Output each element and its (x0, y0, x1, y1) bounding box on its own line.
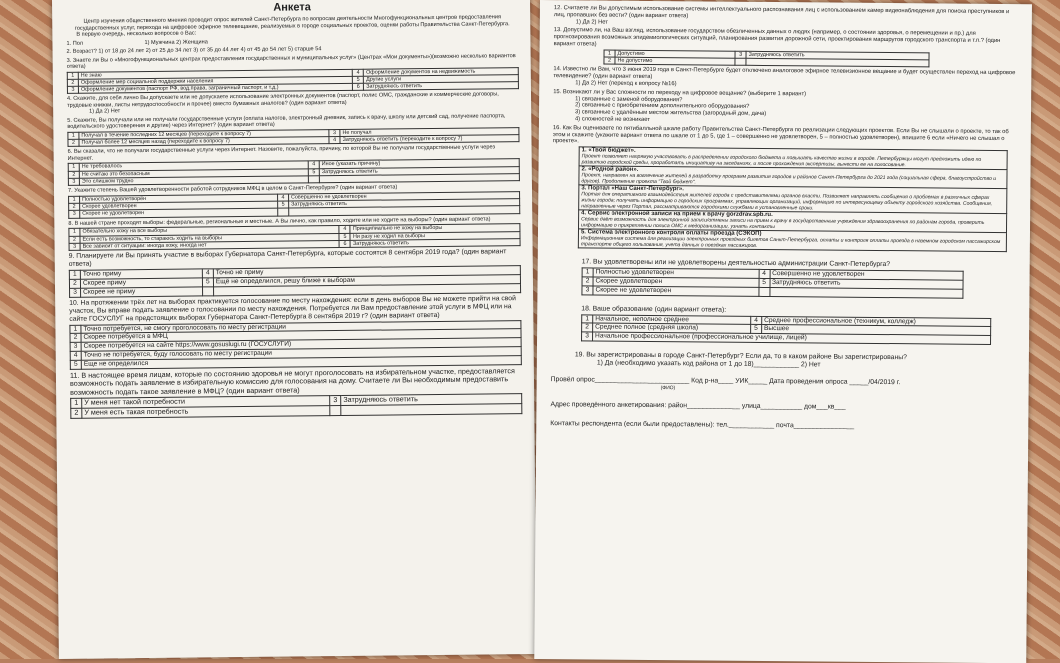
table-row: 3 Скорее потребуется на сайте https://www.gosuslugi.ru (ГОСУСЛУГИ) (70, 338, 521, 352)
question-18 (551, 305, 1017, 345)
question-5-text: 5. Скажите, Вы получали или не получали государственные услуги (оплата налогов, электронный дневник, запись к врачу, школу или детский сад, получение паспорта, водительского удостоверения и другие) через Интернет? (один вариант ответа) (67, 113, 506, 131)
fio-caption: (ФИО) (660, 384, 676, 392)
answer-option[interactable]: Точно потребуется, не смогу проголосовать по месту регистрации (81, 320, 521, 333)
table-row: 2 Не допустимо (604, 57, 929, 67)
table-row: 2 Не считаю это безопасным 5 Затрудняюсь ответить (68, 166, 519, 178)
answer-option[interactable]: Затрудняюсь ответить (289, 199, 520, 209)
question-10-table (69, 320, 521, 370)
answer-option[interactable]: Точно приму (80, 269, 202, 279)
table-row: 2 Получал более 12 месяцев назад (переходите к вопросу 7) 4 Затрудняюсь ответить (переходите к вопросу 7) (68, 135, 519, 147)
project-description: Информационная система для реализации электронных проездных билетов Санкт-Петербурга, оплаты и контроля оплаты проезда в наземном городском пассажирском транспорте общего пользования, учета данных о поездках пассажиров. (580, 235, 1001, 250)
intro-subtitle: В первую очередь, несколько вопросов о Вас: (76, 30, 197, 38)
question-10-text: 10. На протяжении трёх лет на выборах практикуется голосование по месту нахождения: если в день выборов Вы не можете прийти на свой участок, Вы вправе подать заявление о голосовании по месту нахождения. Потребуется ли Вам предоставление этой услуги в МФЦ или на сайте ГОСУСЛУГ на предстоящих выборах Губернатора Санкт-Петербурга 8 сентября 2019 г? (один вариант ответа) (69, 294, 516, 323)
answer-option[interactable]: У меня нет такой потребности (82, 396, 330, 408)
table-row: 2 Если есть возможность, то стараюсь ходить на выборы 5 Ни разу не ходил на выборы (69, 231, 520, 243)
question-18-text: 18. Ваше образование (один вариант ответа): (581, 304, 727, 314)
table-row: 2 Скорее удовлетворен 5 Затрудняюсь ответить (69, 199, 520, 211)
answer-option[interactable]: Совершенно не удовлетворен (770, 270, 964, 280)
table-row: 1 Обязательно хожу на все выборы 4 Принципиально не хожу на выборы (69, 224, 520, 236)
question-11 (70, 367, 522, 419)
answer-option[interactable]: Оформление документов (паспорт РФ, вод.права, заграничный паспорт, и т.д.) (78, 83, 352, 93)
table-row: 1 Допустимо 3 Затрудняюсь ответить (604, 50, 929, 60)
project-description: Проект, направлен на вовлечение жителей в разработку программ развития городов и районов Санкт-Петербурга до 2021 года (социальная сфера, благоустройство и другое). Продолжение проекта "Твой бюджет". (581, 172, 997, 186)
table-row: 1 Начальное, неполное среднее 4 Среднее профессиональное (техникум, колледж) (582, 314, 991, 326)
project-cell[interactable] (579, 185, 1007, 214)
question-14-text: 14. Известно ли Вам, что 3 июня 2019 года в Санкт-Петербурге будет отключено аналоговое эфирное телевизионное вещание и будет осуществлен переход на цифровое телевидение? (один вариант ответа) (553, 66, 1016, 81)
table-row: 1 Точно приму 4 Точно не приму (69, 266, 520, 280)
answer-option[interactable]: Все зависит от ситуации: иногда хожу, иногда нет (80, 240, 339, 250)
table-row: 1 Получал в течение последних 12 месяцев (переходите к вопросу 7) 3 Не получал (68, 128, 519, 140)
contacts-line[interactable]: Контакты респондента (если были предоставлены): тел.____________ почта________________ (550, 420, 855, 430)
answer-option[interactable]: Скорее потребуется в МФЦ (81, 329, 521, 342)
question-15-text: 15. Возникают ли у Вас сложности по переходу на цифровое вещание? (выберите 1 вариант) (553, 88, 807, 98)
answer-option[interactable]: Скорее не удовлетворен (593, 286, 759, 296)
answer-option[interactable]: Не допустимо (615, 57, 735, 65)
answer-option[interactable]: Совершенно не удовлетворен (288, 191, 519, 201)
project-description: Сервис даёт возможность для электронной записи/отмены записи на прием к врачу в государственные учреждения здравоохранения по районам города, проверить информацию о прикреплении полиса ОМС к медорганизации, узнать контакты (581, 216, 985, 231)
question-15-option[interactable]: 4) сложностей не возникает (574, 116, 650, 123)
question-3-table (67, 67, 519, 95)
project-cell[interactable] (578, 229, 1006, 252)
question-7-table (68, 191, 520, 219)
table-row: 3 Все зависит от ситуации: иногда хожу, иногда нет 6 Затрудняюсь ответить (69, 238, 520, 250)
question-12 (554, 5, 1020, 29)
answer-option[interactable]: Скорее приму (80, 278, 202, 288)
table-row: 2 Скорее приму 5 Ещё не определился, решу ближе к выборам (69, 275, 520, 289)
question-15 (553, 89, 1019, 127)
answer-option[interactable]: Полностью удовлетворен (593, 268, 759, 278)
question-14-options[interactable]: 1) Да 2) Нет (переход к вопросу №16) (575, 80, 677, 88)
answer-option[interactable]: Затрудняюсь ответить (350, 238, 520, 247)
table-row: 2 Скорее потребуется в МФЦ (70, 329, 521, 343)
questionnaire-page-2 (534, 0, 1032, 663)
question-9-text: 9. Планируете ли Вы принять участие в выборах Губернатора Санкт-Петербурга, которые состоятся 8 сентября 2019 года? (один вариант ответа) (68, 248, 507, 268)
question-6-table (68, 159, 520, 187)
project-description: Портал для оперативного взаимодействия жителей города с представителями органов власти. Позволяет направлять сообщения о проблемах в различных сферах жизни города; получать информацию о городских программах, управляющих организаций, информацию по интересующему объекту городского хозяйства. Сообщения, направленные через Портал, рассматриваются городскими службами в установленные сроки. (581, 191, 993, 212)
question-13-table (603, 49, 929, 67)
answer-option[interactable]: Получал в течение последних 12 месяцев (переходите к вопросу 7) (79, 129, 329, 139)
project-title: 4. Сервис электронной записи на прием к врачу gorzdrav.spb.ru. (581, 210, 773, 219)
answer-option[interactable]: Ещё не определился, решу ближе к выборам (213, 275, 520, 287)
table-row (578, 229, 1006, 252)
answer-option[interactable]: Затрудняюсь ответить (364, 82, 519, 91)
question-1-text: 1. Пол (66, 40, 83, 47)
project-title: 1. «Твой бюджет». (581, 147, 636, 154)
question-2: 2. Возраст? 1) от 18 до 24 лет 2) от 25 до 34 лет 3) от 35 до 44 лет 4) от 45 до 54 лет 5) старше 54 (66, 46, 322, 55)
answer-option[interactable]: Полностью удовлетворён (80, 194, 278, 203)
question-8 (68, 216, 520, 251)
table-row: 3 Скорее не удовлетворен (582, 286, 963, 298)
table-row: 4 Точно не потребуется, буду голосовать по месту регистрации (70, 347, 521, 361)
answer-option[interactable]: Обязательно хожу на все выборы (80, 226, 339, 236)
answer-option[interactable]: Оформление документов на недвижимость (364, 67, 519, 76)
question-15-option[interactable]: 1) связанные с заменой оборудования? (575, 95, 683, 103)
answer-option[interactable]: Не получал (340, 128, 519, 137)
questionnaire-page-1 (52, 0, 537, 659)
table-row: 2 Среднее полное (средняя школа) 5 Высшее (582, 323, 991, 335)
question-15-option[interactable]: 2) связанные с приобретением дополнительного оборудования? (575, 102, 750, 111)
question-17 (551, 258, 1017, 298)
answer-option[interactable]: Начальное, неполное среднее (593, 315, 751, 325)
table-row: 3 Скорее не приму (70, 283, 521, 297)
question-4-text: 4. Скажите, для себя лично Вы допускаете или не допускаете использование электронных документов (паспорт, полис ОМС, гражданские и коммерческие договоры, трудовые книжки, листы нетрудоспособности и прочее) вместо бумажных аналогов? (один вариант ответа) (67, 91, 499, 109)
question-3-text: 3. Знаете ли Вы о «Многофункциональных центрах предоставления государственных и муниципальных услуг» (Центрах «Мои документы»)(возможно несколько вариантов ответа) (66, 52, 516, 70)
project-title: 5. Система электронного контроля оплаты проезда (СЭКОП) (580, 229, 762, 238)
question-17-table (581, 268, 963, 299)
interviewer-footer (550, 375, 1016, 432)
answer-option[interactable]: Не считаю это безопасным (79, 169, 308, 179)
question-15-option[interactable]: 3) связанные с удалённым местом жительства (загородный дом, дача) (574, 109, 767, 118)
answer-option[interactable]: Не требовалось (79, 161, 308, 171)
table-row: 3 Оформление документов (паспорт РФ, вод.права, заграничный паспорт, и т.д.) 6 Затрудняюсь ответить (67, 82, 518, 94)
answer-option[interactable]: Среднее полное (средняя школа) (593, 323, 751, 333)
question-9 (69, 248, 521, 297)
answer-option[interactable]: Скорее не удовлетворен (80, 209, 278, 218)
question-17-text: 17. Вы удовлетворены или не удовлетворены деятельностью администрации Санкт-Петербурга? (581, 258, 891, 269)
answer-option[interactable]: Затрудняюсь ответить (319, 166, 519, 175)
table-row: 1 Не требовалось 4 Иное (указать причину) (68, 159, 519, 171)
answer-option[interactable]: Высшее (761, 325, 990, 336)
table-row: 1 Точно потребуется, не смогу проголосовать по месту регистрации (70, 320, 521, 334)
question-6 (68, 145, 520, 187)
table-row: 3 Скорее не удовлетворен (69, 206, 520, 218)
projects-table (578, 146, 1008, 252)
answer-option[interactable]: Затрудняюсь ответить (770, 278, 964, 288)
interviewer-line[interactable]: Провёл опрос_________________________ Код р-на____ УИК_____ Дата проведения опроса _____/04/2019 г. (550, 376, 901, 387)
answer-option[interactable]: Точно не приму (213, 266, 520, 278)
question-3 (67, 53, 519, 95)
answer-option[interactable]: Еще не определился (81, 355, 521, 368)
question-5 (67, 113, 519, 147)
question-11-text: 11. В настоящее время лицам, которые по состоянию здоровья не могут проголосовать на избирательном участке, предоставляется возможность подать заявление в избирательную комиссию для голосования на дому. Считаете ли Вы необходимым предоставить возможность подать такое заявление в МФЦ? (один вариант ответа) (69, 365, 515, 397)
intro-text: Центр изучения общественного мнения проводит опрос жителей Санкт-Петербурга по вопросам деятельности Многофункциональных центров предоставления государственных услуг, перехода на цифровое эфирное телевещание, реализуемых в городе социальных проектов, оценки работы Правительства Санкт-Петербурга. (74, 14, 510, 32)
answer-option[interactable]: Другие услуги (364, 74, 519, 83)
address-line[interactable]: Адрес проведённого анкетирования: район______________ улица___________ дом___кв___ (550, 401, 846, 411)
table-row: 2 Оформление мер социальной поддержки населения 5 Другие услуги (67, 74, 518, 86)
table-row: 1 У меня нет такой потребности 3 Затрудняюсь ответить (71, 394, 522, 409)
question-1-options: 1) Мужчина 2) Женщина (144, 38, 208, 46)
answer-option[interactable]: Допустимо (615, 50, 735, 58)
answer-option[interactable]: Иное (указать причину) (319, 159, 519, 168)
answer-option[interactable]: Начальное профессиональное (профессиональное училище, лицей) (593, 332, 991, 344)
answer-option[interactable]: Скорее удовлетворен (593, 277, 759, 287)
question-10 (69, 295, 522, 370)
answer-option[interactable]: Принципиально не хожу на выборы (350, 224, 520, 233)
project-title: 3. Портал «Наш Санкт-Петербург». (581, 185, 684, 193)
question-18-table (581, 314, 991, 345)
question-12-options[interactable]: 1) Да 2) Нет (575, 18, 609, 26)
question-4-options[interactable]: 1) Да 2) Нет (89, 108, 121, 116)
question-7 (68, 183, 520, 218)
question-14 (553, 66, 1019, 90)
answer-option[interactable]: Скорее потребуется на сайте https://www.gosuslugi.ru (ГОСУСЛУГИ) (81, 338, 521, 351)
answer-option[interactable]: Затрудняюсь ответить (341, 394, 522, 406)
question-16-text: 16. Как Вы оцениваете по пятибалльной шкале работу Правительства Санкт-Петербурга по реализации следующих проектов. Если Вы не слышали о проекте, то так об этом и скажите (укажите вариант ответа по шкале от 1 до 5, где 1 – совершенно не удовлетворен, 5 – полностью удовлетворен), впишите 6 если «Ничего не слышал о проекте». (552, 124, 1009, 145)
answer-option[interactable]: Затрудняюсь ответить (переходите к вопросу 7) (340, 135, 519, 144)
answer-option[interactable]: Скорее не приму (81, 287, 203, 297)
question-7-text: 7. Укажите степень Вашей удовлетворенности работой сотрудников МФЦ в целом в Санкт-Петербурге? (один вариант ответа) (67, 184, 398, 195)
question-19 (551, 351, 1017, 371)
answer-option[interactable]: У меня есть такая потребность (82, 406, 330, 418)
answer-option[interactable]: Если есть возможность, то стараюсь ходить на выборы (80, 233, 339, 243)
answer-option[interactable]: Точно не потребуется, буду голосовать по месту регистрации (81, 347, 521, 360)
table-row: 3 Это слишком трудно (68, 174, 519, 186)
answer-option[interactable]: Ни разу не ходил на выборы (350, 231, 520, 240)
answer-option[interactable]: Скорее удовлетворен (80, 201, 278, 210)
table-row: 1 Полностью удовлетворён 4 Совершенно не удовлетворен (69, 191, 520, 203)
table-row: 1 Не знаю 4 Оформление документов на недвижимость (67, 67, 518, 79)
question-12-text: 12. Считаете ли Вы допустимым использование системы интеллектуального распознавания лиц с использованием камер видеонаблюдения для поиска преступников и лиц, пропавших без вести? (один вариант ответа) (553, 5, 1010, 20)
page-title: Анкета (273, 1, 311, 14)
question-8-text: 8. В нашей стране проходят выборы: федеральные, региональные и местные. А Вы лично, как правило, ходите или не ходите на выборы? (один вариант ответа) (68, 216, 491, 227)
question-4 (67, 92, 519, 116)
question-19-options[interactable]: 1) Да (необходимо указать код района от 1 до 18)____________ 2) Нет (596, 359, 821, 369)
table-row: 2 У меня есть такая потребность (71, 404, 522, 419)
question-9-table (69, 265, 521, 297)
answer-option[interactable]: Оформление мер социальной поддержки населения (78, 76, 352, 86)
question-13-text: 13. Допустимо ли, на Ваш взгляд, использование государством обезличенных данных о людях (например, о состоянии здоровья, о перемещении и пр.) для прогнозирования возможных эпидемиологических ситуаций, планирования развития дорожной сети, проектирования маршрутов городского транспорта и т.п.? (один вариант ответа) (553, 27, 1001, 48)
answer-option[interactable]: Получал более 12 месяцев назад (переходите к вопросу 7) (79, 137, 329, 147)
question-11-table (70, 393, 522, 418)
table-row (579, 185, 1007, 214)
question-6-text: 6. Вы сказали, что не получали государственные услуги через Интернет. Назовите, пожалуйста, причину, по которой Вы не получали государственные услуги через Интернет. (67, 144, 496, 162)
project-title: 2. «Родной район». (581, 166, 639, 174)
table-row: 2 Скорее удовлетворен 5 Затрудняюсь ответить (582, 277, 963, 289)
table-row: 5 Еще не определился (70, 355, 521, 369)
answer-option[interactable]: Затрудняюсь ответить (746, 51, 929, 60)
answer-option[interactable]: Среднее профессиональное (техникум, колледж) (762, 316, 991, 327)
question-8-table (68, 223, 520, 251)
table-row: 3 Начальное профессиональное (профессиональное училище, лицей) (582, 332, 991, 344)
answer-option[interactable]: Не знаю (78, 69, 352, 79)
answer-option[interactable]: Это слишком трудно (79, 176, 308, 186)
table-row: 1 Полностью удовлетворен 4 Совершенно не удовлетворен (582, 268, 963, 280)
question-19-text: 19. Вы зарегистрированы в городе Санкт-Петербург? Если да, то в каком районе Вы зарегистрированы? (574, 351, 907, 362)
question-13 (553, 28, 1019, 69)
project-description: Проект позволяет напрямую участвовать в распределении городского бюджета и повышать качество жизни в городе. Петербуржцы могут предложить идею по развитию городской среды, проработать инициативу на заседаниях, и после прохождения экспертизы, вынести ее на голосование. (581, 153, 982, 169)
question-16 (552, 125, 1019, 252)
